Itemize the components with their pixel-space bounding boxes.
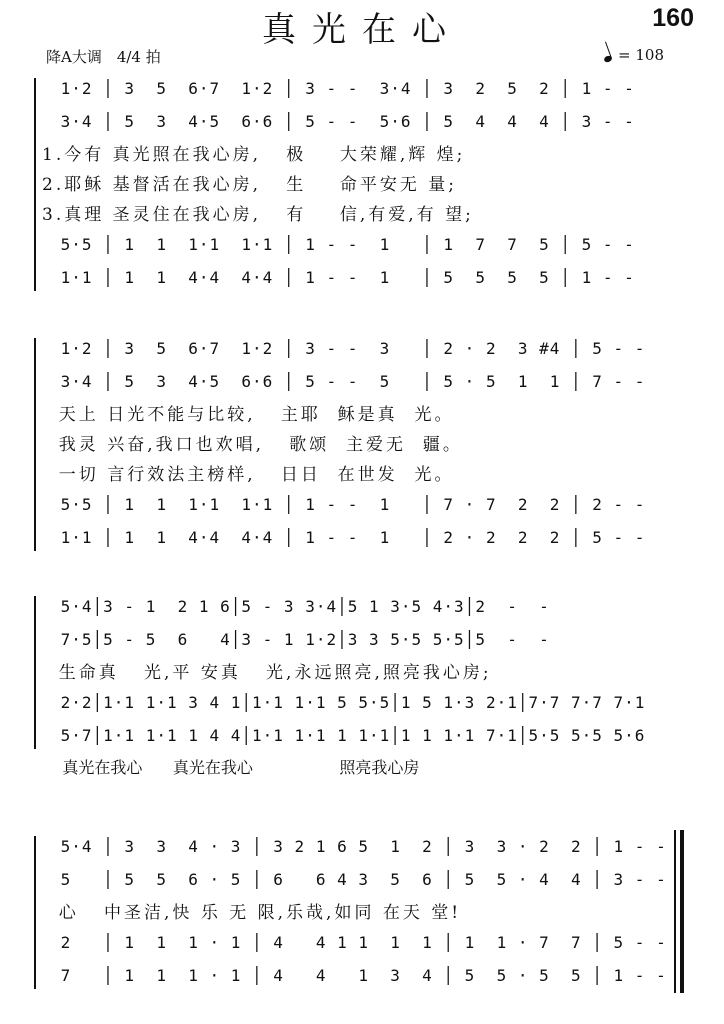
- system-barline: [34, 596, 36, 749]
- system-barline: [34, 78, 36, 291]
- lyric-line: 我灵 兴奋,我口也欢唱, 歌颂 主爱无 疆。: [42, 435, 463, 455]
- tempo-marking: [604, 46, 664, 64]
- notation-row: 2·2│1·1 1·1 3 4 1│1·1 1·1 5 5·5│1 5 1·3 2·1│7·7 7·7 7·1: [50, 693, 646, 712]
- notation-row: 3·4 │ 5 3 4·5 6·6 │ 5 - - 5 │ 5 · 5 1 1 │ 7 - -: [50, 372, 646, 391]
- final-barline-thin: [674, 830, 676, 993]
- hymn-title: 真光在心: [262, 10, 462, 50]
- hymn-number: 160: [652, 4, 694, 32]
- notation-row: 1·1 │ 1 1 4·4 4·4 │ 1 - - 1 │ 5 5 5 5 │ 1 - -: [50, 268, 635, 287]
- lyric-line: 真光在我心 真光在我心 照亮我心房: [42, 758, 420, 777]
- notation-row: 5·4 │ 3 3 4 · 3 │ 3 2 1 6 5 1 2 │ 3 3 · 2 2 │ 1 - -: [50, 837, 667, 856]
- notation-row: 1·2 │ 3 5 6·7 1·2 │ 3 - - 3 │ 2 · 2 3 #4 │ 5 - -: [50, 339, 646, 358]
- lyric-line: 1.今有 真光照在我心房, 极 大荣耀,辉 煌;: [42, 145, 466, 165]
- lyric-line: 心 中圣洁,快 乐 无 限,乐哉,如同 在天 堂!: [42, 903, 462, 923]
- notation-row: 5 │ 5 5 6 · 5 │ 6 6 4 3 5 6 │ 5 5 · 4 4 │ 3 - -: [50, 870, 667, 889]
- notation-row: 5·4│3 - 1 2 1 6│5 - 3 3·4│5 1 3·5 4·3│2 - -: [50, 597, 550, 616]
- system-barline: [34, 338, 36, 551]
- notation-row: 3·4 │ 5 3 4·5 6·6 │ 5 - - 5·6 │ 5 4 4 4 │ 3 - -: [50, 112, 635, 131]
- lyric-line: 天上 日光不能与比较, 主耶 稣是真 光。: [42, 405, 455, 425]
- key-signature: 降A大调 4/4 拍: [46, 48, 161, 66]
- notation-row: 5·7│1·1 1·1 1 4 4│1·1 1·1 1 1·1│1 1 1·1 7·1│5·5 5·5 5·6: [50, 726, 646, 745]
- notation-row: 1·1 │ 1 1 4·4 4·4 │ 1 - - 1 │ 2 · 2 2 2 │ 5 - -: [50, 528, 646, 547]
- quarter-note-icon: [603, 55, 613, 63]
- lyric-line: 3.真理 圣灵住在我心房, 有 信,有爱,有 望;: [42, 205, 474, 225]
- tempo-value: = 108: [618, 46, 664, 64]
- lyric-line: 生命真 光,平 安真 光,永远照亮,照亮我心房;: [42, 663, 492, 683]
- notation-row: 5·5 │ 1 1 1·1 1·1 │ 1 - - 1 │ 1 7 7 5 │ 5 - -: [50, 235, 635, 254]
- notation-row: 1·2 │ 3 5 6·7 1·2 │ 3 - - 3·4 │ 3 2 5 2 │ 1 - -: [50, 79, 635, 98]
- final-barline-thick: [680, 830, 684, 993]
- notation-row: 7 │ 1 1 1 · 1 │ 4 4 1 3 4 │ 5 5 · 5 5 │ 1 - -: [50, 966, 667, 985]
- notation-row: 2 │ 1 1 1 · 1 │ 4 4 1 1 1 1 │ 1 1 · 7 7 │ 5 - -: [50, 933, 667, 952]
- notation-row: 7·5│5 - 5 6 4│3 - 1 1·2│3 3 5·5 5·5│5 - -: [50, 630, 550, 649]
- lyric-line: 2.耶稣 基督活在我心房, 生 命平安无 量;: [42, 175, 457, 195]
- system-barline: [34, 836, 36, 989]
- notation-row: 5·5 │ 1 1 1·1 1·1 │ 1 - - 1 │ 7 · 7 2 2 │ 2 - -: [50, 495, 646, 514]
- lyric-line: 一切 言行效法主榜样, 日日 在世发 光。: [42, 465, 455, 485]
